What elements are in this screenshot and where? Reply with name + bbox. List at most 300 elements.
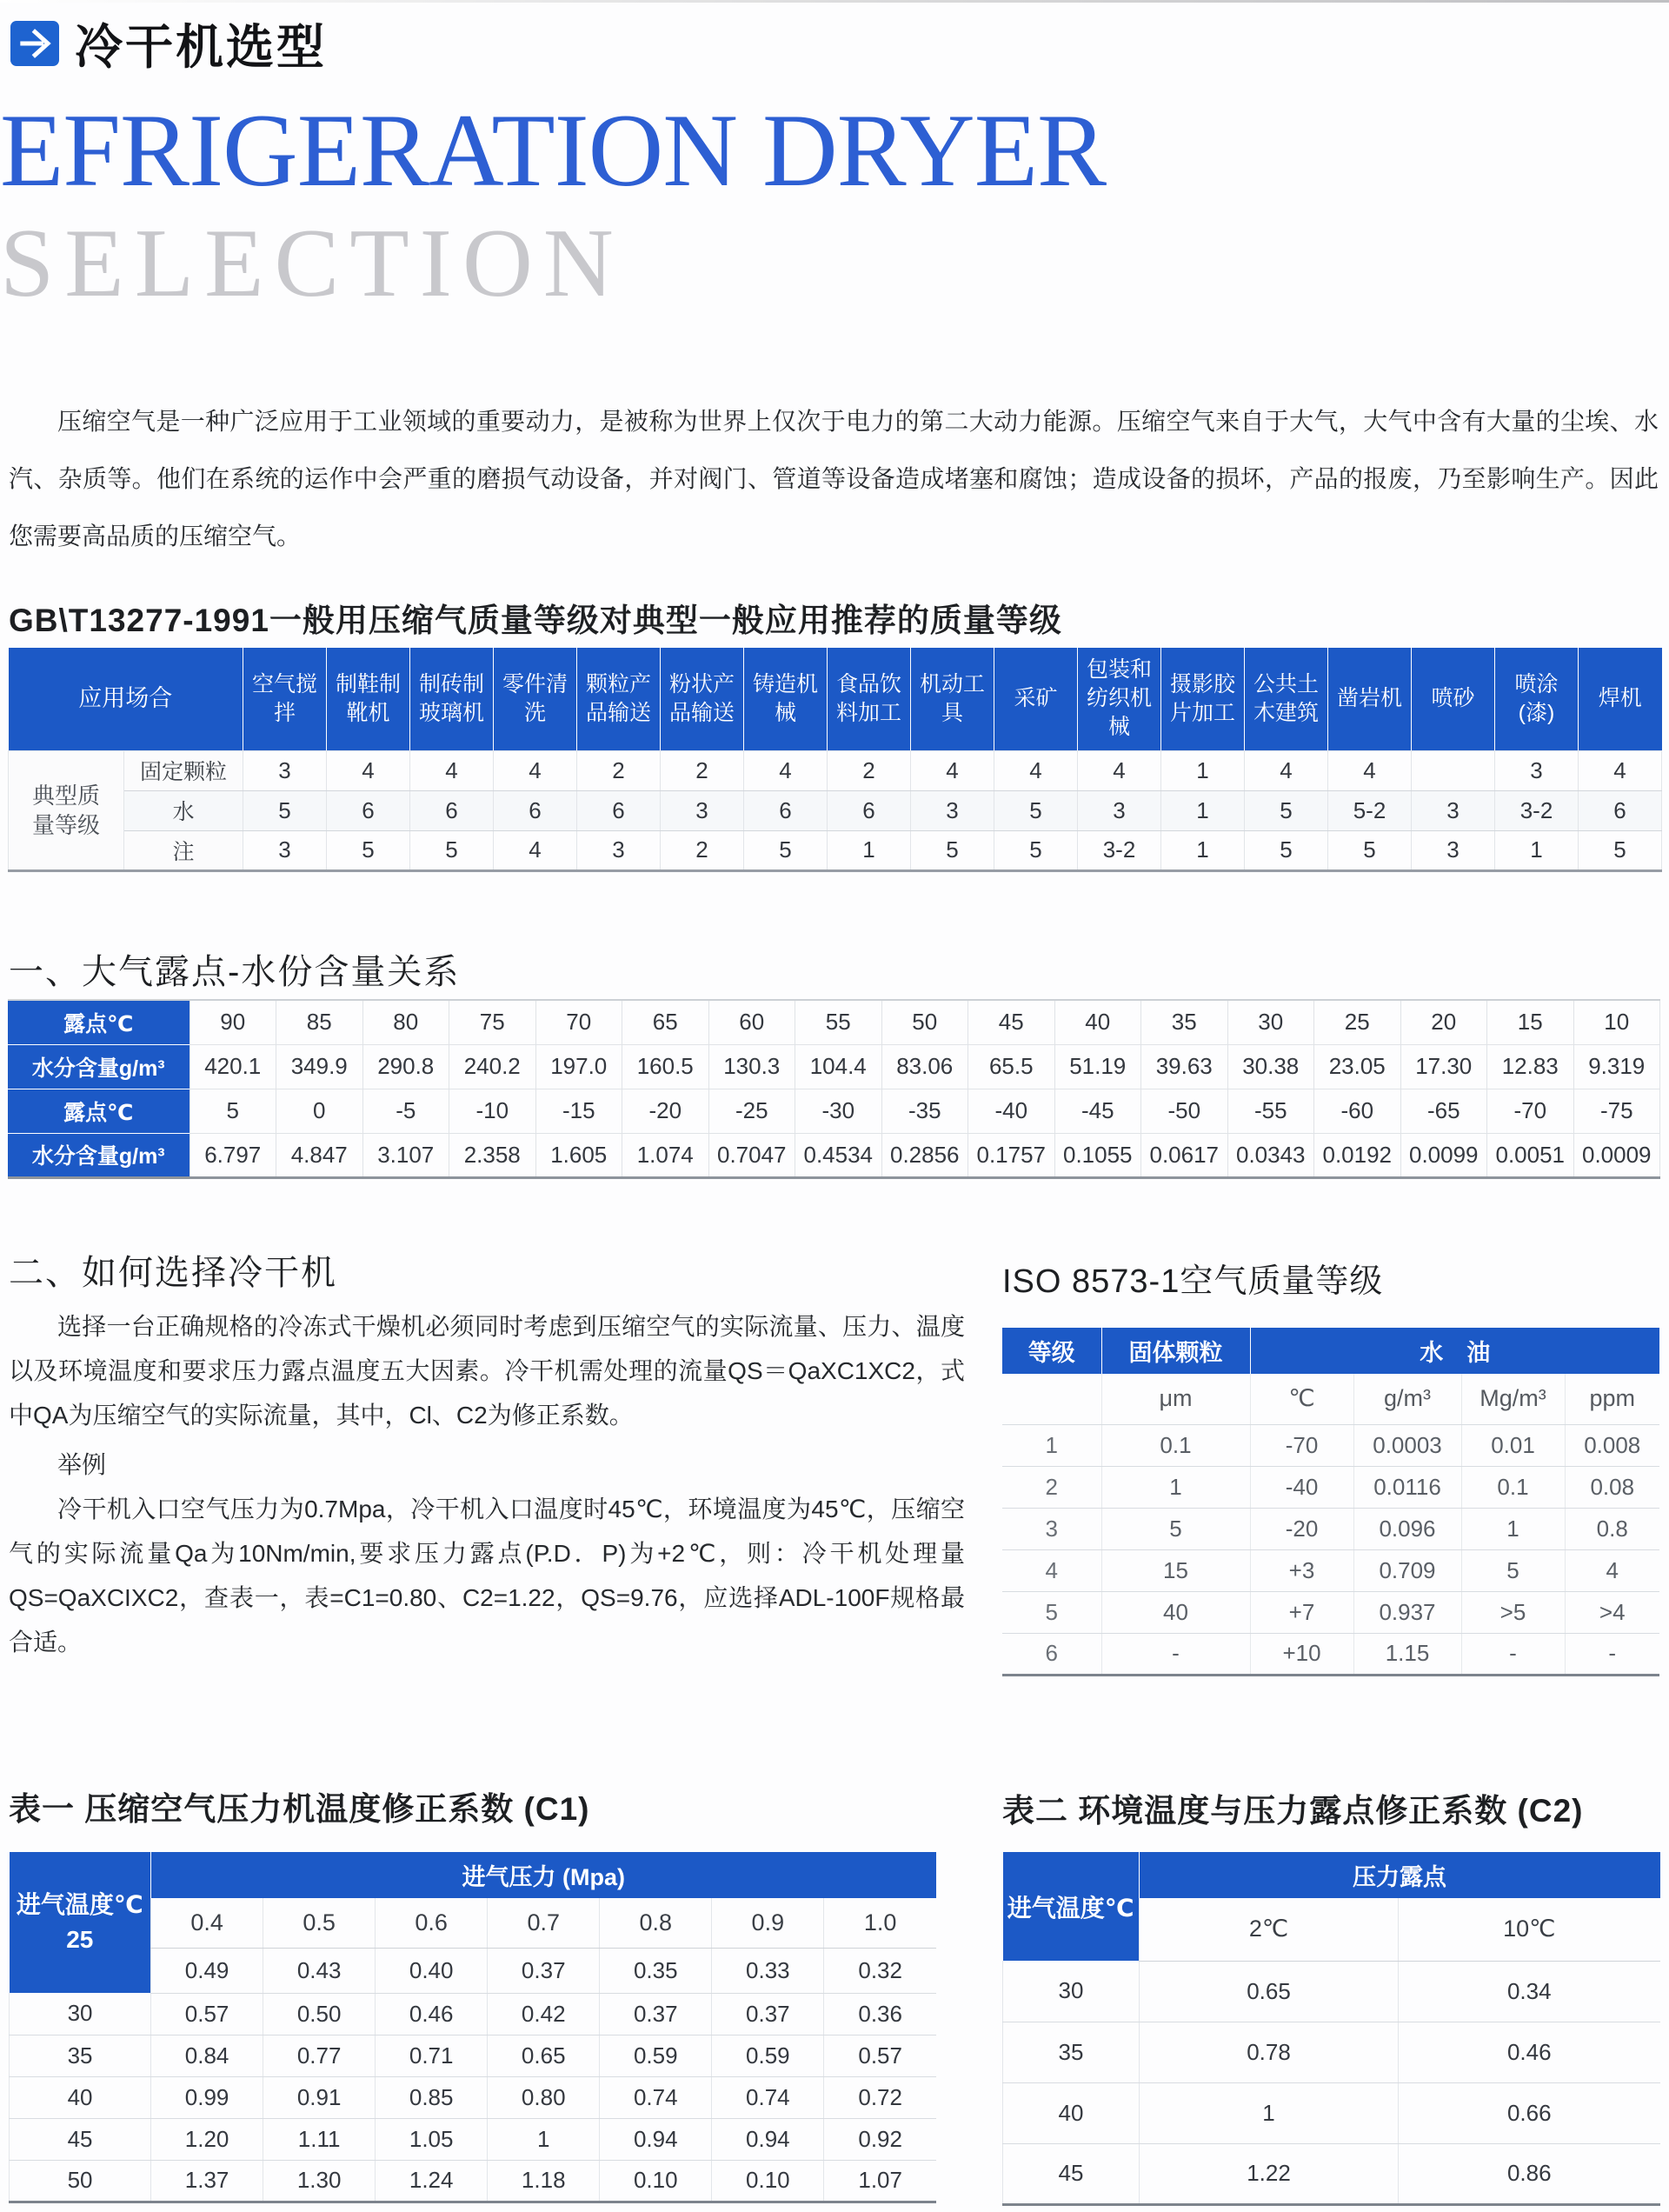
gb-cell: 2 xyxy=(577,750,661,790)
iso-cell: 40 xyxy=(1101,1591,1250,1633)
iso-cell: 0.01 xyxy=(1461,1424,1565,1466)
dew-cell: 0.7047 xyxy=(708,1133,795,1177)
t2-row xyxy=(1003,2143,1660,2204)
t1-row xyxy=(10,1993,937,2035)
iso-cell: -40 xyxy=(1250,1466,1353,1508)
gb-cell: 1 xyxy=(828,830,911,870)
t1-row xyxy=(10,2118,937,2160)
t1-cell: 1.18 xyxy=(488,2160,600,2202)
dew-cell: 0.2856 xyxy=(881,1133,968,1177)
section2-paragraph-2: 冷干机入口空气压力为0.7Mpa，冷干机入口温度时45℃，环境温度为45℃，压缩空气的实际流量Qa为10Nm/min,要求压力露点(P.D．P)为+2℃，则：冷干机处理量QS=QaXCIXC2，查表一，表=C1=0.80、C2=1.22，QS=9.76，应选择ADL-100F规格最合适。 xyxy=(9,1496,965,1656)
t1-cell: 1.37 xyxy=(151,2160,263,2202)
iso-unit-cell: μm xyxy=(1101,1374,1250,1424)
iso-grade-header: 等级 xyxy=(1002,1328,1101,1374)
gb-cell: 6 xyxy=(327,790,410,830)
gb-column-header: 颗粒产品输送 xyxy=(577,648,661,750)
t2-dewpoint-label: 2℃ xyxy=(1140,1898,1399,1961)
dew-cell: 6.797 xyxy=(190,1133,276,1177)
dew-row xyxy=(8,1089,1660,1133)
dew-cell: 197.0 xyxy=(535,1044,622,1089)
t1-cell: 0.43 xyxy=(263,1948,376,1993)
t1-cell: 0.59 xyxy=(712,2035,824,2076)
gb-cell: 5 xyxy=(1579,830,1662,870)
gb-column-header: 公共土木建筑 xyxy=(1245,648,1328,750)
gb-cell: 4 xyxy=(327,750,410,790)
iso-cell: +3 xyxy=(1250,1549,1353,1591)
dew-cell: -50 xyxy=(1141,1089,1228,1133)
gb-cell: 3 xyxy=(243,750,327,790)
gb-cell: 2 xyxy=(661,750,744,790)
t1-cell: 1.30 xyxy=(263,2160,376,2202)
gb-column-header: 制砖制玻璃机 xyxy=(410,648,494,750)
gb-cell: 4 xyxy=(1328,750,1412,790)
dew-cell: 0.0617 xyxy=(1141,1133,1228,1177)
t1-cell: 0.94 xyxy=(712,2118,824,2160)
t1-pressure-label: 1.0 xyxy=(824,1898,936,1948)
arrow-right-icon xyxy=(10,21,59,66)
dew-row xyxy=(8,1000,1660,1044)
t1-cell: 1.24 xyxy=(376,2160,488,2202)
dew-cell: 17.30 xyxy=(1400,1044,1487,1089)
dew-cell: 55 xyxy=(795,1000,882,1044)
t1-cell: 0.57 xyxy=(151,1993,263,2035)
gb-cell: 5 xyxy=(744,830,828,870)
t1-cell: 0.32 xyxy=(824,1948,936,1993)
dew-cell: 15 xyxy=(1487,1000,1574,1044)
t1-cell: 0.10 xyxy=(600,2160,712,2202)
gb-cell: 6 xyxy=(744,790,828,830)
correction-factor-c2-table xyxy=(1002,1852,1660,2206)
iso-cell: - xyxy=(1461,1633,1565,1675)
dew-cell: 65.5 xyxy=(968,1044,1055,1089)
gb-column-header: 食品饮料加工 xyxy=(828,648,911,750)
gb-cell: 4 xyxy=(1579,750,1662,790)
t1-row xyxy=(10,2076,937,2118)
t1-cell: 0.36 xyxy=(824,1993,936,2035)
dew-cell: 0.4534 xyxy=(795,1133,882,1177)
page-header xyxy=(10,9,327,77)
gb-column-header: 摄影胶片加工 xyxy=(1161,648,1245,750)
t1-pressure-label: 0.5 xyxy=(263,1898,376,1948)
t2-temp-label: 30 xyxy=(1003,1961,1140,2022)
gb-cell xyxy=(1412,750,1495,790)
gb-cell: 3 xyxy=(661,790,744,830)
iso-row xyxy=(1002,1549,1659,1591)
iso-row xyxy=(1002,1424,1659,1466)
correction-factor-c1-table xyxy=(9,1852,936,2203)
gb-cell: 3-2 xyxy=(1078,830,1161,870)
iso-cell: -70 xyxy=(1250,1424,1353,1466)
iso-cell: +7 xyxy=(1250,1591,1353,1633)
t2-cell: 0.65 xyxy=(1140,1961,1399,2022)
dew-row-label: 露点℃ xyxy=(8,1000,190,1044)
t1-cell: 0.37 xyxy=(600,1993,712,2035)
t1-cell: 0.77 xyxy=(263,2035,376,2076)
dew-row-label: 露点℃ xyxy=(8,1089,190,1133)
t2-cell: 0.34 xyxy=(1399,1961,1660,2022)
iso-unit-cell: ppm xyxy=(1565,1374,1659,1424)
dew-cell: -65 xyxy=(1400,1089,1487,1133)
dew-row xyxy=(8,1133,1660,1177)
dew-point-moisture-table xyxy=(8,999,1660,1179)
t1-pressure-label: 0.8 xyxy=(600,1898,712,1948)
t1-temp-label: 30 xyxy=(10,1993,151,2035)
dew-cell: 0.1055 xyxy=(1054,1133,1141,1177)
iso-unit-cell xyxy=(1002,1374,1101,1424)
gb-cell: 5 xyxy=(911,830,994,870)
t1-cell: 1.11 xyxy=(263,2118,376,2160)
gb-cell: 4 xyxy=(744,750,828,790)
t1-cell: 0.72 xyxy=(824,2076,936,2118)
title-english-line1: EFRIGERATION DRYER xyxy=(0,92,1107,208)
t1-cell: 0.37 xyxy=(488,1948,600,1993)
gb-cell: 6 xyxy=(828,790,911,830)
gb-cell: 1 xyxy=(1161,750,1245,790)
dew-cell: 80 xyxy=(362,1000,449,1044)
gb-quality-grade-table xyxy=(8,648,1662,872)
t1-cell: 0.94 xyxy=(600,2118,712,2160)
t2-row xyxy=(1003,1961,1660,2022)
t1-cell: 1.07 xyxy=(824,2160,936,2202)
dew-cell: 30 xyxy=(1227,1000,1314,1044)
iso-solid-header: 固体颗粒 xyxy=(1101,1328,1250,1374)
t1-cell: 0.46 xyxy=(376,1993,488,2035)
dew-cell: 70 xyxy=(535,1000,622,1044)
dew-cell: -45 xyxy=(1054,1089,1141,1133)
dew-cell: 130.3 xyxy=(708,1044,795,1089)
t2-cell: 0.78 xyxy=(1140,2022,1399,2082)
t2-row xyxy=(1003,2082,1660,2143)
t1-cell: 0.35 xyxy=(600,1948,712,1993)
gb-cell: 3 xyxy=(1495,750,1579,790)
dew-cell: -70 xyxy=(1487,1089,1574,1133)
dew-cell: 25 xyxy=(1314,1000,1401,1044)
dew-row-label: 水分含量g/m³ xyxy=(8,1133,190,1177)
dew-cell: 3.107 xyxy=(362,1133,449,1177)
t2-temp-label: 45 xyxy=(1003,2143,1140,2204)
page-title: 冷干机选型 xyxy=(75,20,328,74)
iso-cell: 1.15 xyxy=(1353,1633,1461,1675)
dew-cell: 0.0192 xyxy=(1314,1133,1401,1177)
dew-cell: 0.1757 xyxy=(968,1133,1055,1177)
t1-cell: 0.37 xyxy=(712,1993,824,2035)
t1-temp-label: 50 xyxy=(10,2160,151,2202)
gb-column-header: 机动工具 xyxy=(911,648,994,750)
t1-cell: 0.57 xyxy=(824,2035,936,2076)
dew-cell: 51.19 xyxy=(1054,1044,1141,1089)
t1-cell: 0.59 xyxy=(600,2035,712,2076)
dew-cell: 60 xyxy=(708,1000,795,1044)
gb-table-title: GB\T13277-1991一般用压缩气质量等级对典型一般应用推荐的质量等级 xyxy=(9,603,1062,638)
gb-cell: 4 xyxy=(410,750,494,790)
iso-table-title: ISO 8573-1空气质量等级 xyxy=(1002,1263,1384,1300)
dew-cell: 160.5 xyxy=(622,1044,709,1089)
dew-cell: 0.0099 xyxy=(1400,1133,1487,1177)
gb-cell: 3 xyxy=(1412,830,1495,870)
dew-cell: 23.05 xyxy=(1314,1044,1401,1089)
t1-corner-line2: 25 xyxy=(66,1926,94,1953)
section2-title: 二、如何选择冷干机 xyxy=(9,1254,337,1292)
t1-cell: 0.71 xyxy=(376,2035,488,2076)
iso-cell: 5 xyxy=(1461,1549,1565,1591)
gb-cell: 3 xyxy=(911,790,994,830)
t2-dewpoint-header: 压力露点 xyxy=(1140,1852,1660,1898)
t1-cell: 0.85 xyxy=(376,2076,488,2118)
t1-cell: 0.33 xyxy=(712,1948,824,1993)
dew-cell: -75 xyxy=(1573,1089,1660,1133)
gb-cell: 3-2 xyxy=(1495,790,1579,830)
iso-cell: 4 xyxy=(1002,1549,1101,1591)
t2-cell: 0.46 xyxy=(1399,2022,1660,2082)
iso-cell: 1 xyxy=(1002,1424,1101,1466)
gb-cell: 4 xyxy=(1245,750,1328,790)
dew-cell: 0.0343 xyxy=(1227,1133,1314,1177)
dew-cell: 290.8 xyxy=(362,1044,449,1089)
gb-cell: 2 xyxy=(828,750,911,790)
gb-column-header: 粉状产品输送 xyxy=(661,648,744,750)
t1-pressure-label: 0.7 xyxy=(488,1898,600,1948)
iso-cell: 0.1 xyxy=(1101,1424,1250,1466)
t2-cell: 1.22 xyxy=(1140,2143,1399,2204)
gb-cell: 1 xyxy=(1495,830,1579,870)
t2-dewpoint-label: 10℃ xyxy=(1399,1898,1660,1961)
dew-cell: 90 xyxy=(190,1000,276,1044)
iso-unit-cell: g/m³ xyxy=(1353,1374,1461,1424)
gb-cell: 5 xyxy=(1328,830,1412,870)
gb-cell: 1 xyxy=(1161,830,1245,870)
gb-cell: 5 xyxy=(243,790,327,830)
gb-column-header: 铸造机械 xyxy=(744,648,828,750)
iso-cell: 0.709 xyxy=(1353,1549,1461,1591)
dew-cell: 35 xyxy=(1141,1000,1228,1044)
gb-row xyxy=(9,750,1662,790)
intro-paragraph: 压缩空气是一种广泛应用于工业领域的重要动力，是被称为世界上仅次于电力的第二大动力能源。压缩空气来自于大气，大气中含有大量的尘埃、水汽、杂质等。他们在系统的运作中会严重的磨损气动设备，并对阀门、管道等设备造成堵塞和腐蚀；造成设备的损坏，产品的报废，乃至影响生产。因此您需要高品质的压缩空气。 xyxy=(9,408,1659,550)
iso-cell: 1 xyxy=(1461,1508,1565,1549)
gb-cell: 6 xyxy=(494,790,577,830)
t2-cell: 0.86 xyxy=(1399,2143,1660,2204)
gb-cell: 5 xyxy=(1245,790,1328,830)
iso-cell: 2 xyxy=(1002,1466,1101,1508)
t1-cell: 0.42 xyxy=(488,1993,600,2035)
dew-cell: -40 xyxy=(968,1089,1055,1133)
iso-cell: +10 xyxy=(1250,1633,1353,1675)
iso-row xyxy=(1002,1508,1659,1549)
t1-pressure-label: 0.6 xyxy=(376,1898,488,1948)
gb-cell: 4 xyxy=(994,750,1078,790)
t1-cell: 0.92 xyxy=(824,2118,936,2160)
iso-units-row xyxy=(1002,1374,1659,1424)
section2-body xyxy=(9,1304,965,1664)
iso-cell: >4 xyxy=(1565,1591,1659,1633)
iso-cell: 0.096 xyxy=(1353,1508,1461,1549)
iso-header-row xyxy=(1002,1328,1659,1374)
dew-cell: -5 xyxy=(362,1089,449,1133)
section1-title: 一、大气露点-水份含量关系 xyxy=(9,953,461,991)
gb-column-header: 喷砂 xyxy=(1412,648,1495,750)
iso-cell: 0.8 xyxy=(1565,1508,1659,1549)
t1-cell: 0.49 xyxy=(151,1948,263,1993)
gb-header-row xyxy=(9,648,1662,750)
iso-cell: - xyxy=(1565,1633,1659,1675)
gb-cell: 3 xyxy=(1078,790,1161,830)
t1-row xyxy=(10,2035,937,2076)
dew-cell: 1.605 xyxy=(535,1133,622,1177)
gb-row-group-label: 典型质量等级 xyxy=(9,750,124,870)
t2-temp-label: 35 xyxy=(1003,2022,1140,2082)
iso-unit-cell: ℃ xyxy=(1250,1374,1353,1424)
t2-header-row xyxy=(1003,1852,1660,1898)
t1-temp-label: 45 xyxy=(10,2118,151,2160)
gb-cell: 6 xyxy=(410,790,494,830)
gb-column-header: 喷涂(漆) xyxy=(1495,648,1579,750)
t1-header-row xyxy=(10,1852,937,1898)
gb-cell: 5 xyxy=(327,830,410,870)
dew-cell: 30.38 xyxy=(1227,1044,1314,1089)
dew-cell: -20 xyxy=(622,1089,709,1133)
gb-row-label: 固定颗粒 xyxy=(124,750,243,790)
t1-temp-label: 40 xyxy=(10,2076,151,2118)
gb-column-header: 零件清洗 xyxy=(494,648,577,750)
dew-cell: 1.074 xyxy=(622,1133,709,1177)
dew-cell: -35 xyxy=(881,1089,968,1133)
dew-cell: 65 xyxy=(622,1000,709,1044)
dew-cell: 45 xyxy=(968,1000,1055,1044)
dew-cell: 5 xyxy=(190,1089,276,1133)
title-english-line2: SELECTION xyxy=(0,210,624,317)
t2-corner-header: 进气温度℃ xyxy=(1003,1852,1140,1961)
t1-corner-header xyxy=(10,1852,151,1993)
iso-cell: 4 xyxy=(1565,1549,1659,1591)
iso-cell: 0.008 xyxy=(1565,1424,1659,1466)
dew-cell: 40 xyxy=(1054,1000,1141,1044)
iso-cell: - xyxy=(1101,1633,1250,1675)
iso-cell: 0.0003 xyxy=(1353,1424,1461,1466)
iso-cell: 1 xyxy=(1101,1466,1250,1508)
gb-cell: 5 xyxy=(994,790,1078,830)
t1-cell: 1.05 xyxy=(376,2118,488,2160)
t1-cell: 0.65 xyxy=(488,2035,600,2076)
t1-row xyxy=(10,2160,937,2202)
gb-cell: 3 xyxy=(577,830,661,870)
gb-cell: 2 xyxy=(661,830,744,870)
dew-cell: 4.847 xyxy=(276,1133,363,1177)
dew-cell: 240.2 xyxy=(449,1044,536,1089)
t2-cell: 0.66 xyxy=(1399,2082,1660,2143)
iso-row xyxy=(1002,1466,1659,1508)
table1-title: 表一 压缩空气压力机温度修正系数 (C1) xyxy=(9,1791,590,1827)
gb-cell: 5-2 xyxy=(1328,790,1412,830)
gb-column-header: 包装和纺织机械 xyxy=(1078,648,1161,750)
iso-cell: >5 xyxy=(1461,1591,1565,1633)
dew-cell: 2.358 xyxy=(449,1133,536,1177)
gb-column-header: 制鞋制靴机 xyxy=(327,648,410,750)
section2-example-label: 举例 xyxy=(57,1451,107,1478)
gb-cell: 3 xyxy=(243,830,327,870)
dew-cell: 349.9 xyxy=(276,1044,363,1089)
t2-temp-label: 40 xyxy=(1003,2082,1140,2143)
iso-cell: 3 xyxy=(1002,1508,1101,1549)
t1-temp-label: 35 xyxy=(10,2035,151,2076)
dew-cell: 10 xyxy=(1573,1000,1660,1044)
gb-cell: 5 xyxy=(994,830,1078,870)
iso-water-oil-header: 水 油 xyxy=(1250,1328,1659,1374)
gb-cell: 4 xyxy=(494,750,577,790)
t1-pressure-header: 进气压力 (Mpa) xyxy=(151,1852,936,1898)
dew-row xyxy=(8,1044,1660,1089)
gb-cell: 3 xyxy=(1412,790,1495,830)
dew-cell: 83.06 xyxy=(881,1044,968,1089)
dew-cell: 0.0051 xyxy=(1487,1133,1574,1177)
dew-cell: 0.0009 xyxy=(1573,1133,1660,1177)
t1-cell: 1 xyxy=(488,2118,600,2160)
iso-cell: 5 xyxy=(1002,1591,1101,1633)
iso-cell: 5 xyxy=(1101,1508,1250,1549)
dew-row-label: 水分含量g/m³ xyxy=(8,1044,190,1089)
dew-cell: 75 xyxy=(449,1000,536,1044)
dew-cell: 104.4 xyxy=(795,1044,882,1089)
t1-cell: 0.99 xyxy=(151,2076,263,2118)
gb-cell: 5 xyxy=(410,830,494,870)
iso-row xyxy=(1002,1591,1659,1633)
dew-cell: 9.319 xyxy=(1573,1044,1660,1089)
iso-8573-table xyxy=(1002,1328,1659,1676)
dew-cell: 50 xyxy=(881,1000,968,1044)
t1-cell: 0.50 xyxy=(263,1993,376,2035)
dew-cell: 420.1 xyxy=(190,1044,276,1089)
gb-row-label: 注 xyxy=(124,830,243,870)
gb-cell: 6 xyxy=(577,790,661,830)
iso-cell: 15 xyxy=(1101,1549,1250,1591)
gb-column-header: 凿岩机 xyxy=(1328,648,1412,750)
gb-cell: 6 xyxy=(1579,790,1662,830)
t1-cell: 1.20 xyxy=(151,2118,263,2160)
t1-pressure-label: 0.9 xyxy=(712,1898,824,1948)
iso-unit-cell: Mg/m³ xyxy=(1461,1374,1565,1424)
dew-cell: 0 xyxy=(276,1089,363,1133)
dew-cell: -10 xyxy=(449,1089,536,1133)
gb-row xyxy=(9,830,1662,870)
gb-column-header: 采矿 xyxy=(994,648,1078,750)
table2-title: 表二 环境温度与压力露点修正系数 (C2) xyxy=(1002,1793,1584,1829)
iso-cell: 0.937 xyxy=(1353,1591,1461,1633)
t2-cell: 1 xyxy=(1140,2082,1399,2143)
t1-cell: 0.40 xyxy=(376,1948,488,1993)
dew-cell: -55 xyxy=(1227,1089,1314,1133)
t1-pressure-label: 0.4 xyxy=(151,1898,263,1948)
dew-cell: -60 xyxy=(1314,1089,1401,1133)
gb-cell: 4 xyxy=(911,750,994,790)
iso-cell: -20 xyxy=(1250,1508,1353,1549)
t2-row xyxy=(1003,2022,1660,2082)
gb-cell: 4 xyxy=(494,830,577,870)
iso-row xyxy=(1002,1633,1659,1675)
dew-cell: 39.63 xyxy=(1141,1044,1228,1089)
gb-cell: 4 xyxy=(1078,750,1161,790)
dew-cell: 20 xyxy=(1400,1000,1487,1044)
t1-cell: 0.80 xyxy=(488,2076,600,2118)
iso-cell: 0.0116 xyxy=(1353,1466,1461,1508)
t1-cell: 0.91 xyxy=(263,2076,376,2118)
dew-cell: 85 xyxy=(276,1000,363,1044)
dew-cell: -15 xyxy=(535,1089,622,1133)
section2-paragraph-1: 选择一台正确规格的冷冻式干燥机必须同时考虑到压缩空气的实际流量、压力、温度以及环境温度和要求压力露点温度五大因素。冷干机需处理的流量QS＝QaXC1XC2，式中QA为压缩空气的实际流量，其中，Cl、C2为修正系数。 xyxy=(9,1313,965,1429)
iso-cell: 0.08 xyxy=(1565,1466,1659,1508)
dew-cell: -25 xyxy=(708,1089,795,1133)
t1-cell: 0.74 xyxy=(712,2076,824,2118)
dew-cell: 12.83 xyxy=(1487,1044,1574,1089)
iso-cell: 6 xyxy=(1002,1633,1101,1675)
gb-row-label: 水 xyxy=(124,790,243,830)
